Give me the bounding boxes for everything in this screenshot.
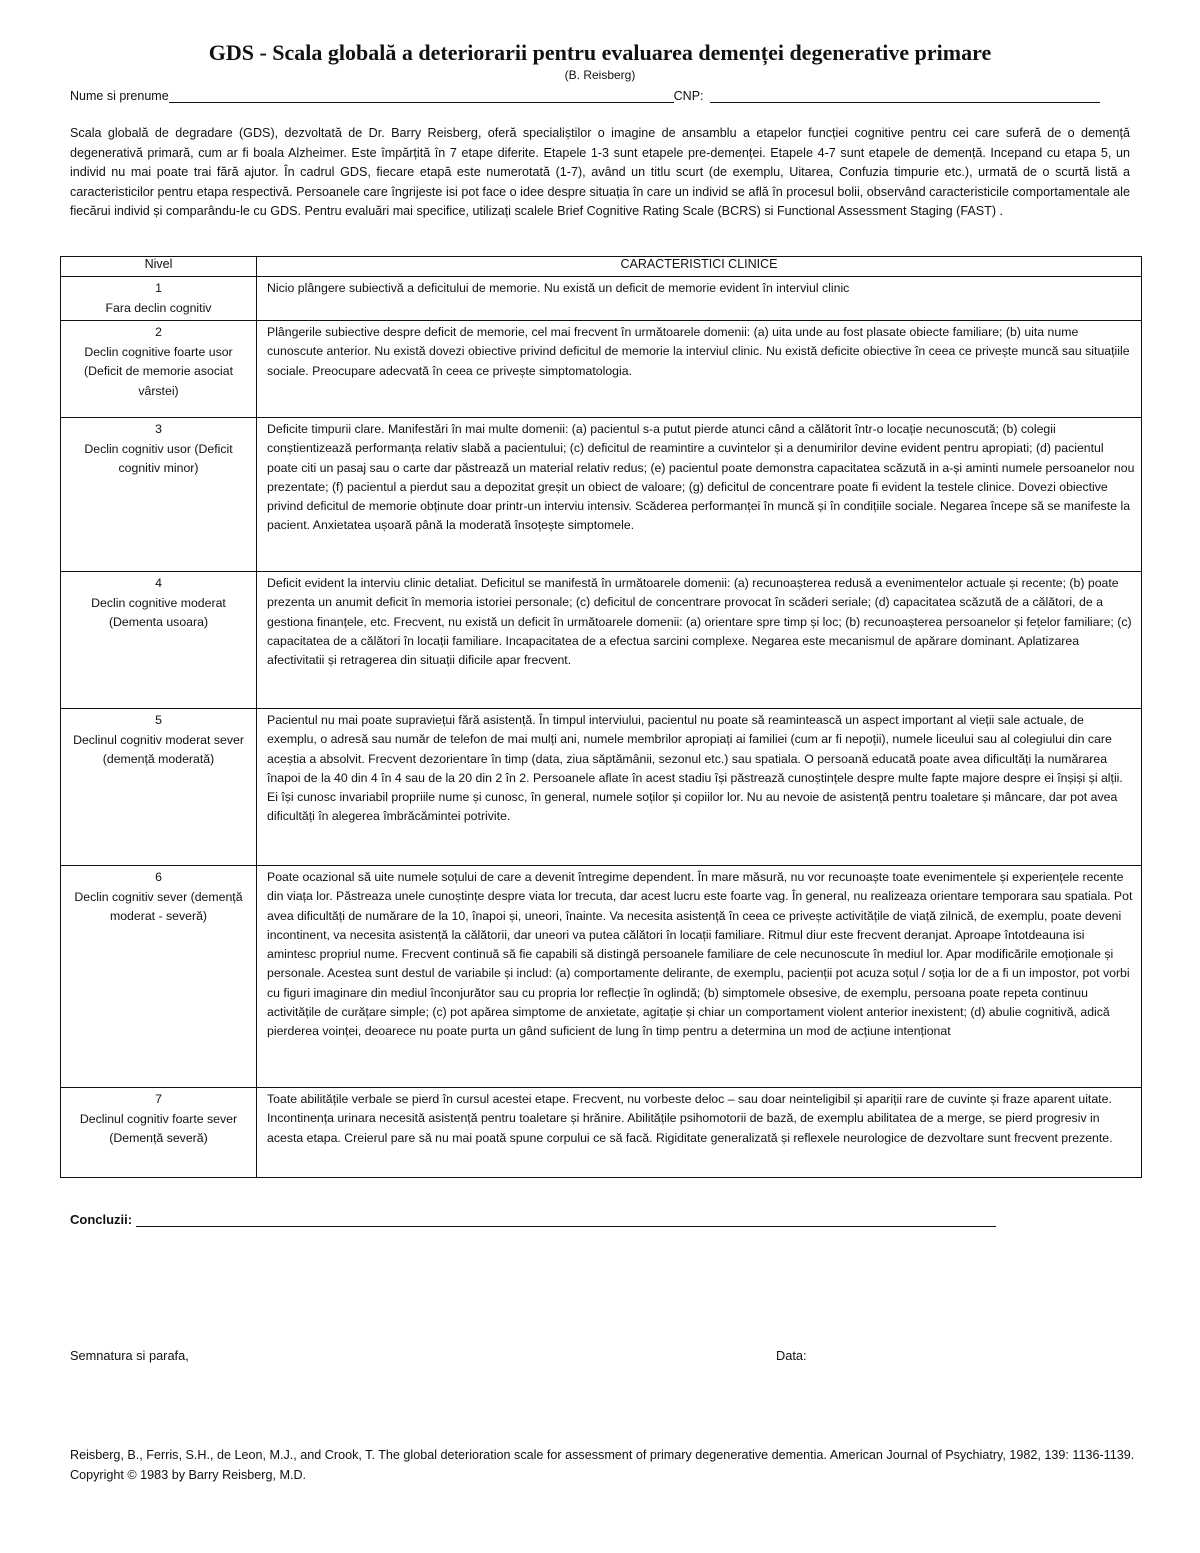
level-name: Fara declin cognitiv [105,300,212,315]
level-description: Nicio plângere subiectivă a deficitului de memorie. Nu există un deficit de memorie evident în interviul clinic [257,277,1142,321]
conclusions-label: Concluzii: [70,1212,133,1227]
level-description: Pacientul nu mai poate supraviețui fără asistență. În timpul interviului, pacientul nu poate să reamintească un aspect important al vieții sale actuale, de exemplu, o adresă sau număr de telefon de mai mulți ani, numele membrilor apropiați ai familiei (cum ar fi nepoții), numele liceului sau al colegiului din care aceștia a absolvit. Frecvent dezorientare în timp (data, ziua săptămânii, sezonul etc.) sau spatiala. O persoană educată poate avea dificultăți la numărarea înapoi de la 40 din 4 în 4 sau de la 20 din 2 în 2. Persoanele aflate în acest stadiu își păstrează cunoștințele despre multe fapte majore despre ei înșiși și alții. Ei își cunosc invariabil propriile nume și cunosc, în general, numele soților și copiilor lor. Nu au nevoie de asistență pentru toaletare și mâncare, dar pot avea dificultăți în alegerea îmbrăcămintei potrivite. [257,709,1142,866]
level-number: 5 [155,713,162,727]
cnp-label: CNP: [673,89,704,103]
level-number: 1 [155,281,162,295]
table-row [61,1088,1142,1178]
table-row [61,277,1142,321]
document-title: GDS - Scala globală a deteriorarii pentru evaluarea demenței degenerative primare [208,40,992,65]
level-cell [61,277,257,321]
level-name: Declin cognitive moderat (Dementa usoara) [91,595,226,629]
gds-stages-table [60,256,1142,1178]
name-label: Nume si prenume [70,89,169,103]
reference-citation: Reisberg, B., Ferris, S.H., de Leon, M.J., and Crook, T. The global deterioration scale for assessment of primary degenerative dementia. American Journal of Psychiatry, 1982, 139: 1136-1139. Copyright © 1983 by Barry Reisberg, M.D. [70,1448,1135,1482]
level-column-header: Nivel [61,257,257,277]
level-number: 7 [155,1092,162,1106]
cnp-field[interactable] [710,90,1100,103]
intro-paragraph: Scala globală de degradare (GDS), dezvoltată de Dr. Barry Reisberg, oferă specialiștilor o imagine de ansamblu a etapelor funcției cognitive pentru cei care suferă de o demență degenerativă primară, cum ar fi boala Alzheimer. Este împărțită în 7 etape diferite. Etapele 1-3 sunt etapele pre-demenței. Etapele 4-7 sunt etapele de demență. Incepand cu etapa 5, un individ nu mai poate trai fără ajutor. În cadrul GDS, fiecare etapă este numerotată (1-7), având un titlu scurt (de exemplu, Uitarea, Confuzia timpurie etc.), urmată de o scurtă listă a caracteristicilor pentru etapa respectivă. Persoanele care îngrijeste isi pot face o idee despre situația în care un individ se află în procesul bolii, observând caracteristicile comportamentale ale fiecărui individ și comparându-le cu GDS. Pentru evaluări mai specifice, utilizați scalele Brief Cognitive Rating Scale (BCRS) si Functional Assessment Staging (FAST) . [70,126,1130,218]
table-row [61,321,1142,418]
table-header-row [61,257,1142,277]
name-field[interactable] [169,90,674,103]
level-number: 3 [155,422,162,436]
level-number: 6 [155,870,162,884]
conclusions-field[interactable] [136,1214,996,1227]
features-column-header: CARACTERISTICI CLINICE [257,257,1142,277]
patient-identification-row [70,89,1130,103]
level-description: Plângerile subiective despre deficit de memorie, cel mai frecvent în următoarele domenii: (a) uita unde au fost plasate obiecte familiare; (b) uita nume cunoscute anterior. Nu există dovezi obiective privind deficitul de memorie la interviul clinic. Nu există deficite obiective în ceea ce privește muncă sau situațiile sociale. Preocupare adecvată în ceea ce privește simptomatologia. [257,321,1142,418]
level-name: Declin cognitive foarte usor (Deficit de memorie asociat vârstei) [84,344,233,398]
level-cell [61,709,257,866]
table-row [61,866,1142,1088]
table-row [61,572,1142,709]
signature-label: Semnatura si parafa, [70,1348,189,1363]
level-cell [61,321,257,418]
level-name: Declinul cognitiv foarte sever (Demență severă) [79,1111,238,1145]
table-row [61,709,1142,866]
level-cell [61,572,257,709]
level-description: Poate ocazional să uite numele soțului de care a devenit întregime dependent. În mare măsură, nu vor recunoaște toate evenimentele și experiențele recente din viața lor. Păstreaza unele cunoștințe despre viata lor trecuta, dar acest lucru este foarte vag. În general, nu realizeaza orientare temporara sau spatiala. Pot avea dificultăți de numărare de la 10, înapoi și, uneori, înainte. Va necesita asistență în ceea ce privește activitățile de viață zilnică, de exemplu, poate deveni incontinent, va necesita asistență la călătorii, dar uneori va putea călători în locații familiare. Ritmul diur este frecvent deranjat. Aproape întotdeauna isi amintesc propriul nume. Frecvent continuă să fie capabili să distingă persoanele familiare de cele necunoscute în mediul lor. Apar modificările emoționale și personale. Acestea sunt destul de variabile și includ: (a) comportamente delirante, de exemplu, pacienții pot acuza soțul / soția lor de a fi un impostor, pot vorbi cu figuri imaginare din mediul înconjurător sau cu propria lor reflecție în oglindă; (b) simptomele obsesive, de exemplu, persoana poate repeta continuu activitățile de curățare simple; (c) pot apărea simptome de anxietate, agitație și chiar un comportament violent anterior inexistent; (d) abulie cognitivă, adică pierderea voinței, deoarece nu poate purta un gând suficient de lung în timp pentru a determina un mod de acțiune intenționat [257,866,1142,1088]
level-number: 4 [155,576,162,590]
level-description: Toate abilitățile verbale se pierd în cursul acestei etape. Frecvent, nu vorbeste deloc – sau doar neinteligibil și apariții rare de cuvinte și fraze aparent uitate. Incontinența urinara necesită asistență pentru toaletare și hrănire. Abilitățile psihomotorii de bază, de exemplu abilitatea de a merge, se pierd progresiv in acesta etapa. Creierul pare să nu mai poată spune corpului ce să facă. Rigiditate generalizată și reflexele neurologice de dezvoltare sunt frecvent prezente. [257,1088,1142,1178]
level-number: 2 [155,325,162,339]
level-name: Declin cognitiv usor (Deficit cognitiv minor) [84,441,233,475]
level-cell [61,418,257,572]
date-label: Data: [776,1348,807,1363]
level-description: Deficite timpurii clare. Manifestări în mai multe domenii: (a) pacientul s-a putut pierde atunci când a călătorit într-o locație necunoscută; (b) colegii conștientizează performanța relativ slabă a pacientului; (c) deficitul de reamintire a cuvintelor și a denumirilor devine evident pentru apropiati; (d) pacientul poate citi un pasaj sau o carte dar păstrează un material relativ redus; (e) pacientul poate demonstra capacitatea scăzută in a-și aminti numele persoanelor nou prezentate; (f) pacientul a pierdut sau a depozitat greșit un obiect de valoare; (g) deficitul de concentrare poate fi evident la testele clinice. Dovezi obiective privind deficitul de memorie obținute doar printr-un interviu intensiv. Scăderea performanței în muncă și în condițiile sociale. Negarea începe să se manifeste la pacient. Anxietatea ușoară până la moderată însoțește simptomele. [257,418,1142,572]
conclusions-row [70,1212,996,1227]
level-name: Declin cognitiv sever (demență moderat - severă) [74,889,243,923]
level-cell [61,866,257,1088]
table-row [61,418,1142,572]
level-description: Deficit evident la interviu clinic detaliat. Deficitul se manifestă în următoarele domenii: (a) recunoașterea redusă a evenimentelor actuale și recente; (b) poate prezenta un anumit deficit în memoria istoriei personale; (c) deficitul de concentrare provocat în scăderi seriale; (d) capacitatea scăzută de a călători, de a gestiona finanțele, etc. Frecvent, nu există un deficit în următoarele domenii: (a) orientare spre timp și loc; (b) recunoașterea persoanelor și fețelor familiare; (c) capacitatea de a călători în locații familiare. Incapacitatea de a efectua sarcini complexe. Negarea este mecanismul de apărare dominant. Aplatizarea afectivitatii și retragerea din situații dificile apar frecvent. [257,572,1142,709]
level-cell [61,1088,257,1178]
document-subtitle: (B. Reisberg) [564,68,636,82]
level-name: Declinul cognitiv moderat sever (demență moderată) [73,732,244,766]
